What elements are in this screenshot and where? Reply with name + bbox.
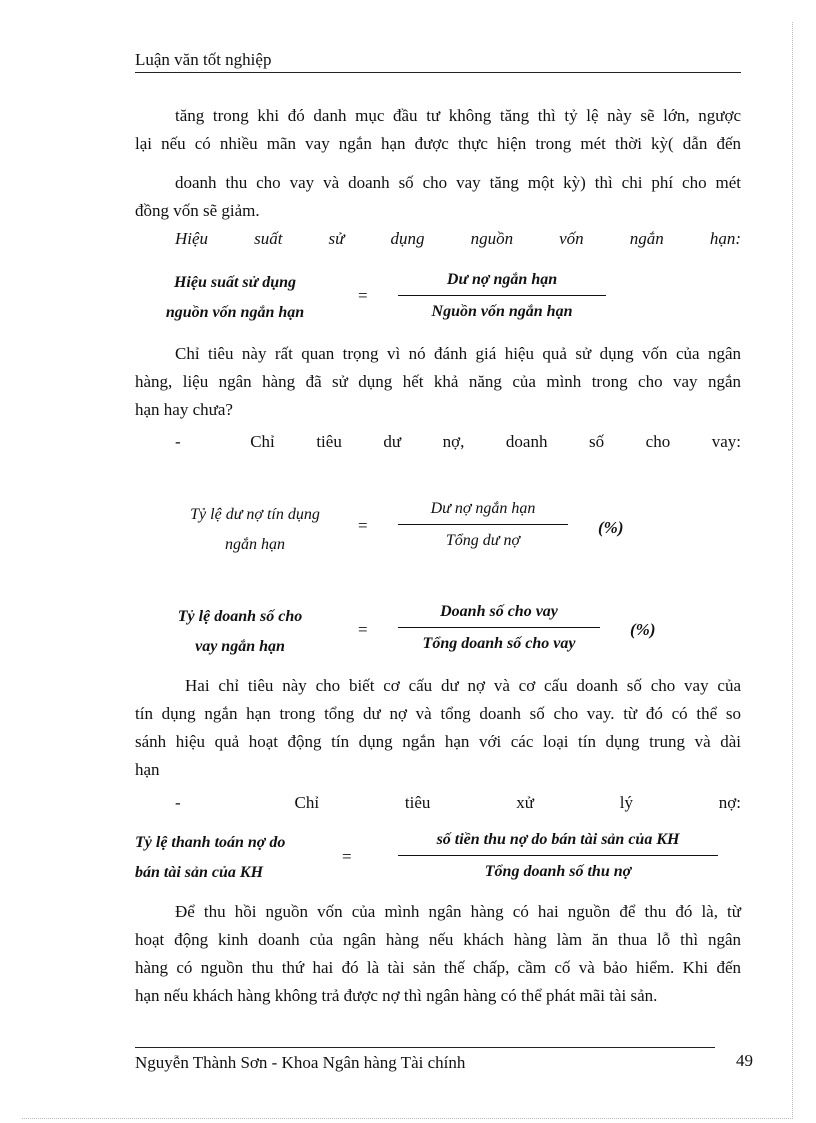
text-line: sánh hiệu quả hoạt động tín dụng ngắn hạn với các loại tín dụng trung và dài	[135, 732, 741, 751]
formula-2-equals: =	[358, 516, 368, 535]
header-title: Luận văn tốt nghiệp	[135, 50, 272, 69]
text-line: doanh thu cho vay và doanh số cho vay tăng một kỳ) thì chi phí cho mét	[175, 173, 741, 192]
paragraph-3	[135, 340, 741, 424]
formula-4-left	[135, 828, 335, 888]
formula-2-numerator: Dư nợ ngắn hạn	[430, 500, 536, 517]
formula-3-left	[140, 602, 340, 662]
text-line: hạn hay chưa?	[135, 400, 233, 419]
footer-rule	[135, 1047, 715, 1048]
text-line: tín dụng ngắn hạn trong tổng dư nợ và tổng doanh số cho vay. từ đó có thể so	[135, 704, 741, 723]
formula-1-left	[140, 268, 330, 328]
formula-3-left-line1: Tỷ lệ doanh số cho	[177, 608, 303, 625]
text-line: đồng vốn sẽ giảm.	[135, 201, 260, 220]
bullet-dash: -	[175, 793, 181, 812]
text-line: hàng, liệu ngân hàng đã sử dụng hết khả năng của mình trong cho vay ngắn	[135, 372, 741, 391]
formula-2-left-line2: ngắn hạn	[225, 536, 285, 553]
paragraph-2	[135, 169, 741, 225]
formula-2-unit: (%)	[598, 518, 624, 537]
formula-1-equals: =	[358, 286, 368, 305]
formula-4-equals: =	[342, 847, 352, 866]
formula-4-denominator: Tổng doanh số thu nợ	[484, 863, 632, 880]
text-line: hạn	[135, 760, 160, 779]
text-line: hạn nếu khách hàng không trả được nợ thì ngân hàng có thể phát mãi tài sản.	[135, 986, 658, 1005]
formula-3-denominator: Tổng doanh số cho vay	[422, 635, 576, 652]
text-line: lại nếu có nhiều mãn vay ngắn hạn được thực hiện trong mét thời kỳ( dẫn đến	[135, 134, 741, 153]
formula-2-fraction	[398, 494, 568, 555]
formula-2-left	[140, 500, 370, 560]
formula-4-fraction	[398, 825, 718, 886]
bullet-2-text: Chỉ tiêu xử lý nợ:	[294, 793, 741, 812]
formula-1-denominator: Nguồn vốn ngắn hạn	[431, 303, 573, 320]
formula-2-left-line1: Tỷ lệ dư nợ tín dụng	[190, 506, 320, 523]
page-header	[135, 48, 741, 73]
text-line: hoạt động kinh doanh của ngân hàng nếu khách hàng làm ăn thua lỗ thì ngân	[135, 930, 741, 949]
bullet-1	[175, 432, 741, 452]
formula-1-left-line2: nguồn vốn ngắn hạn	[165, 304, 305, 321]
formula-3-equals: =	[358, 620, 368, 639]
formula-4-left-line1: Tỷ lệ thanh toán nợ do	[135, 834, 286, 851]
formula-1-numerator: Dư nợ ngắn hạn	[446, 271, 558, 288]
text-line: tăng trong khi đó danh mục đầu tư không tăng thì tỷ lệ này sẽ lớn, ngược	[175, 106, 741, 125]
bullet-dash: -	[175, 432, 181, 451]
text-line: Để thu hồi nguồn vốn của mình ngân hàng có hai nguồn để thu đó là, từ	[175, 902, 741, 921]
text-line: Chỉ tiêu này rất quan trọng vì nó đánh giá hiệu quả sử dụng vốn của ngân	[175, 344, 741, 363]
formula-1-left-line1: Hiệu suất sử dụng	[173, 274, 297, 291]
bullet-2	[175, 793, 741, 813]
formula-2-denominator: Tổng dư nợ	[445, 532, 521, 549]
text-line: hàng có nguồn thu thứ hai đó là tài sản thế chấp, cầm cố và bảo hiểm. Khi đến	[135, 958, 741, 977]
page-number: 49	[736, 1051, 753, 1070]
formula-3-numerator: Doanh số cho vay	[440, 603, 558, 620]
paragraph-1	[135, 102, 741, 158]
formula-3-left-line2: vay ngắn hạn	[195, 638, 285, 655]
formula-1-fraction	[398, 265, 606, 326]
formula-3-fraction	[398, 597, 600, 658]
paragraph-4	[135, 672, 741, 784]
formula-4-numerator: số tiền thu nợ do bán tài sản của KH	[436, 831, 680, 848]
formula-3-unit: (%)	[630, 620, 656, 639]
footer-author: Nguyễn Thành Sơn - Khoa Ngân hàng Tài chính	[135, 1053, 466, 1072]
bullet-1-text: Chỉ tiêu dư nợ, doanh số cho vay:	[250, 432, 742, 451]
efficiency-heading: Hiệu suất sử dụng nguồn vốn ngắn hạn:	[175, 229, 741, 248]
formula-4-left-line2: bán tài sản của KH	[135, 864, 264, 881]
paragraph-5	[135, 898, 741, 1010]
text-line: Hai chỉ tiêu này cho biết cơ cấu dư nợ và cơ cấu doanh số cho vay của	[185, 676, 741, 695]
